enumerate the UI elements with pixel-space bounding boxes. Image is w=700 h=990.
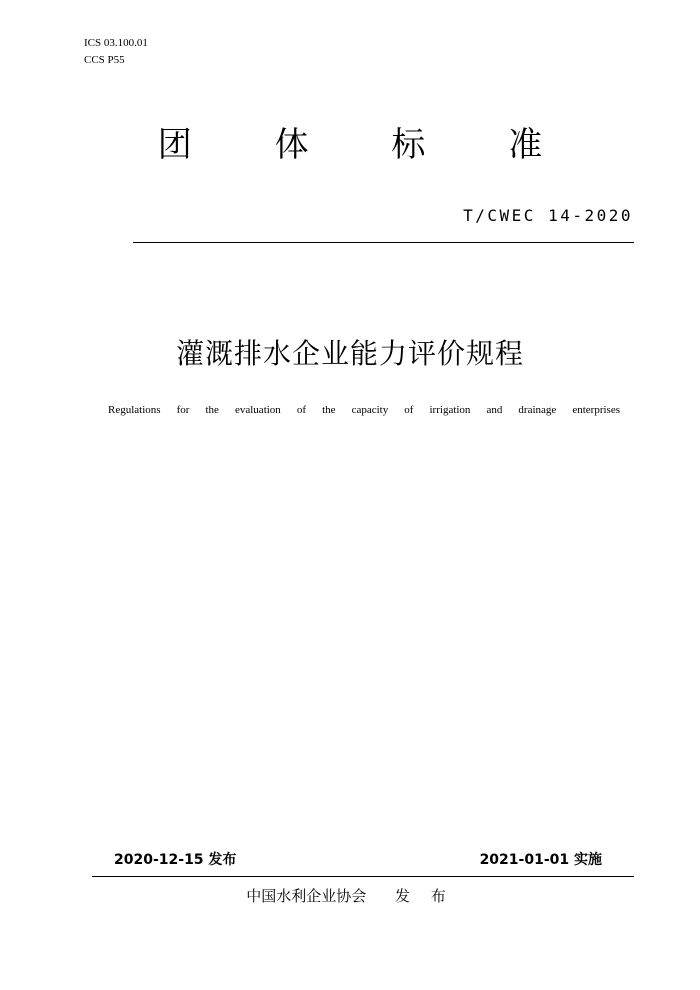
title-en-word: Regulations: [108, 404, 161, 416]
title-en-word: drainage: [518, 404, 557, 416]
title-en-word: the: [205, 404, 219, 416]
ccs-code: CCS P55: [84, 54, 125, 66]
standard-type-heading: 团 体 标 准: [157, 125, 579, 165]
publisher-organization: 中国水利企业协会: [246, 887, 367, 905]
title-en-word: irrigation: [429, 404, 471, 416]
title-en-word: of: [296, 404, 307, 416]
title-en-word: of: [404, 404, 414, 416]
standard-number: T/CWEC 14-2020: [463, 206, 633, 225]
top-divider: [133, 242, 634, 243]
title-en-word: enterprises: [572, 404, 620, 416]
bottom-divider: [92, 876, 634, 877]
title-en-word: and: [486, 404, 503, 416]
document-title-chinese: 灌溉排水企业能力评价规程: [175, 337, 524, 370]
ics-code: ICS 03.100.01: [84, 37, 148, 49]
document-title-english: [108, 403, 620, 417]
publish-action: 发 布: [395, 887, 454, 905]
publisher-line: [0, 886, 700, 906]
title-en-word: for: [176, 404, 190, 416]
title-en-word: capacity: [351, 404, 389, 416]
title-en-word: the: [322, 404, 336, 416]
issue-date: 2020-12-15 发布: [114, 852, 237, 868]
title-en-word: evaluation: [234, 404, 281, 416]
implementation-date: 2021-01-01 实施: [479, 852, 602, 868]
